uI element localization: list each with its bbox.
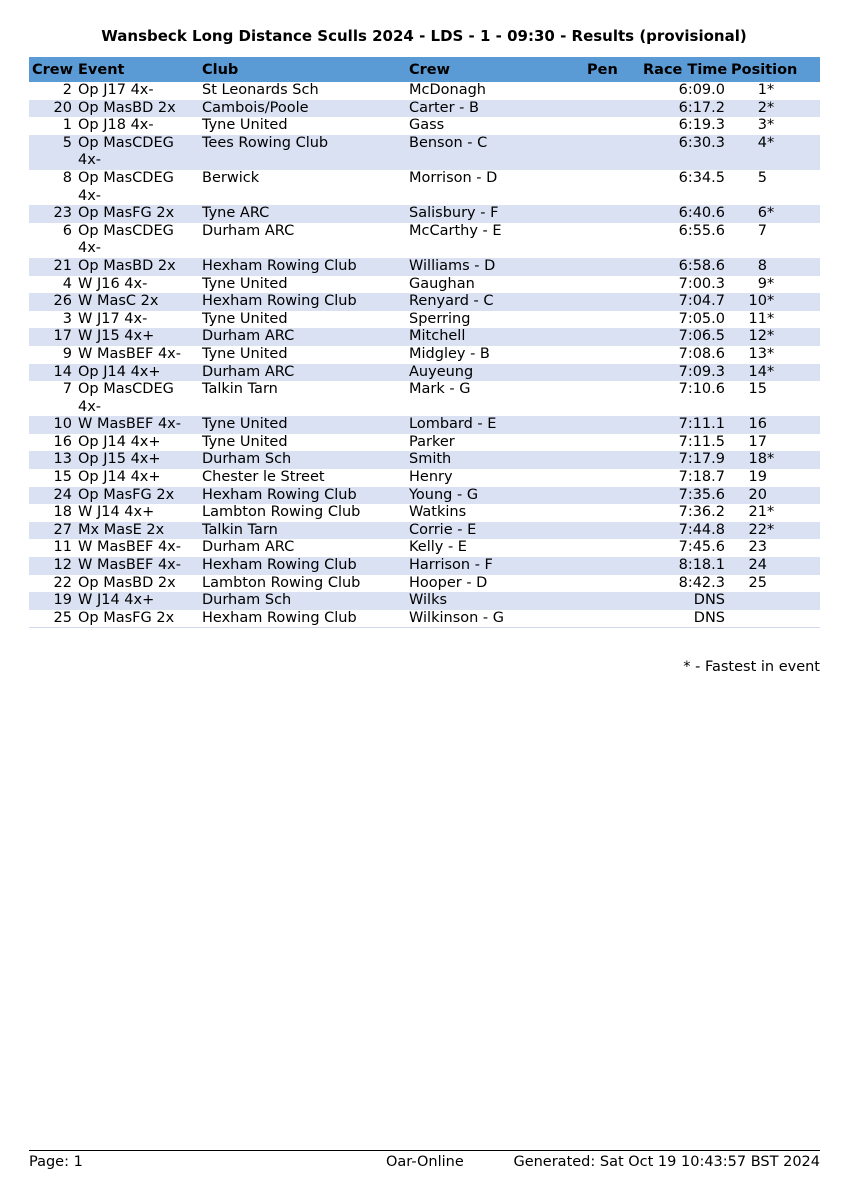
fastest-marker: * (767, 134, 775, 151)
cell-club: Lambton Rowing Club (202, 574, 361, 591)
cell-pen (584, 575, 640, 593)
cell-event: W J14 4x+ (78, 504, 155, 521)
cell-event: Op MasFG 2x (78, 609, 175, 626)
cell-position (728, 223, 820, 258)
cell-position (728, 381, 820, 416)
position-value: 13 (748, 345, 767, 362)
cell-crew-name: Watkins (409, 504, 467, 521)
position-value: 11 (748, 310, 767, 327)
cell-crew-name: Hooper - D (409, 574, 488, 591)
position-value: 24 (748, 557, 767, 574)
fastest-marker: * (767, 275, 775, 292)
cell-event: W MasBEF 4x- (78, 539, 181, 556)
cell-crew-name: Auyeung (409, 363, 474, 380)
cell-event: W J15 4x+ (78, 328, 155, 345)
cell-club: Tyne United (202, 117, 288, 134)
cell-position (728, 487, 820, 505)
cell-crew-number: 8 (62, 169, 72, 186)
cell-club: Durham ARC (202, 222, 295, 239)
cell-race-time: 7:18.7 (678, 469, 725, 486)
cell-position (728, 135, 820, 170)
cell-club: Durham Sch (202, 451, 292, 468)
cell-pen (584, 364, 640, 382)
cell-crew-number: 4 (62, 275, 72, 292)
position-value: 23 (748, 539, 767, 556)
header-race-time: Race Time (643, 61, 728, 78)
fastest-marker: * (767, 504, 775, 521)
cell-race-time: 7:45.6 (678, 539, 725, 556)
fastest-marker: * (767, 363, 775, 380)
cell-crew-name: Sperring (409, 310, 471, 327)
cell-crew-name: Renyard - C (409, 293, 494, 310)
cell-race-time: 6:55.6 (678, 222, 725, 239)
cell-pen (584, 610, 640, 628)
cell-event: Op J14 4x+ (78, 433, 161, 450)
cell-club: Hexham Rowing Club (202, 257, 357, 274)
position-value: 12 (748, 328, 767, 345)
cell-position (728, 205, 820, 223)
cell-race-time: 6:40.6 (678, 205, 725, 222)
results-body (29, 82, 820, 628)
cell-position (728, 434, 820, 452)
cell-position (728, 258, 820, 276)
table-row (29, 451, 820, 469)
cell-position (728, 346, 820, 364)
cell-event: W J17 4x- (78, 310, 148, 327)
fastest-marker: * (767, 117, 775, 134)
cell-club: Tyne United (202, 416, 288, 433)
cell-crew-name: Mark - G (409, 381, 471, 398)
table-row (29, 522, 820, 540)
cell-crew-number: 11 (53, 539, 72, 556)
cell-crew-name: Corrie - E (409, 521, 477, 538)
fastest-marker: * (767, 82, 775, 98)
position-value: 10 (748, 293, 767, 310)
position-value: 22 (748, 521, 767, 538)
cell-position (728, 117, 820, 135)
table-row (29, 487, 820, 505)
cell-crew-name: McDonagh (409, 82, 486, 98)
table-row (29, 100, 820, 118)
cell-crew-number: 7 (62, 381, 72, 398)
cell-pen (584, 416, 640, 434)
cell-club: Tyne United (202, 345, 288, 362)
cell-event: W J16 4x- (78, 275, 148, 292)
header-event: Event (78, 61, 125, 78)
cell-position (728, 504, 820, 522)
cell-pen (584, 539, 640, 557)
cell-position (728, 293, 820, 311)
cell-crew-name: Wilkinson - G (409, 609, 504, 626)
cell-crew-number: 23 (53, 205, 72, 222)
cell-race-time: 7:11.5 (678, 433, 725, 450)
generated-timestamp: Generated: Sat Oct 19 10:43:57 BST 2024 (513, 1154, 820, 1170)
cell-crew-number: 19 (53, 592, 72, 609)
position-value: 4 (757, 134, 767, 151)
cell-race-time: 8:42.3 (678, 574, 725, 591)
cell-pen (584, 522, 640, 540)
cell-position (728, 100, 820, 118)
cell-crew-number: 16 (53, 433, 72, 450)
cell-event: Op MasBD 2x (78, 257, 176, 274)
cell-race-time: 7:36.2 (678, 504, 725, 521)
cell-club: Hexham Rowing Club (202, 486, 357, 503)
page-title: Wansbeck Long Distance Sculls 2024 - LDS - 1 - 09:30 - Results (provisional) (101, 27, 747, 45)
page-number: Page: 1 (29, 1154, 83, 1170)
cell-crew-name: Salisbury - F (409, 205, 499, 222)
footer-divider (29, 1150, 820, 1151)
cell-pen (584, 135, 640, 170)
cell-race-time: 7:11.1 (678, 416, 725, 433)
cell-crew-name: Midgley - B (409, 345, 490, 362)
cell-crew-name: Henry (409, 469, 453, 486)
cell-club: Tyne ARC (202, 205, 270, 222)
cell-club: Berwick (202, 169, 260, 186)
cell-crew-name: Gaughan (409, 275, 475, 292)
cell-event: W J14 4x+ (78, 592, 155, 609)
fastest-marker: * (767, 451, 775, 468)
cell-club: Talkin Tarn (202, 521, 278, 538)
cell-position (728, 364, 820, 382)
fastest-marker: * (767, 521, 775, 538)
cell-crew-name: McCarthy - E (409, 222, 502, 239)
cell-club: Hexham Rowing Club (202, 609, 357, 626)
cell-crew-number: 6 (62, 222, 72, 239)
cell-crew-number: 24 (53, 486, 72, 503)
cell-event: Op J14 4x+ (78, 469, 161, 486)
cell-pen (584, 170, 640, 205)
position-value: 5 (757, 169, 767, 186)
table-row (29, 346, 820, 364)
cell-race-time: 7:35.6 (678, 486, 725, 503)
cell-club: Talkin Tarn (202, 381, 278, 398)
position-value: 8 (757, 257, 767, 274)
table-header-row (29, 57, 820, 82)
table-row (29, 416, 820, 434)
cell-pen (584, 504, 640, 522)
table-row (29, 610, 820, 628)
table-row (29, 557, 820, 575)
cell-event: Op J17 4x- (78, 82, 154, 98)
cell-race-time: 7:10.6 (678, 381, 725, 398)
fastest-marker: * (767, 205, 775, 222)
cell-race-time: 6:19.3 (678, 117, 725, 134)
cell-pen (584, 205, 640, 223)
table-row (29, 539, 820, 557)
cell-crew-number: 20 (53, 99, 72, 116)
cell-pen (584, 117, 640, 135)
cell-position (728, 328, 820, 346)
cell-race-time: 7:06.5 (678, 328, 725, 345)
cell-race-time: 7:00.3 (678, 275, 725, 292)
position-value: 16 (748, 416, 767, 433)
cell-event: Op MasCDEG 4x- (78, 169, 174, 204)
cell-crew-number: 2 (62, 82, 72, 98)
cell-race-time: 7:09.3 (678, 363, 725, 380)
cell-position (728, 451, 820, 469)
cell-crew-number: 14 (53, 363, 72, 380)
position-value: 25 (748, 574, 767, 591)
cell-crew-number: 27 (53, 521, 72, 538)
header-crew-number: Crew (32, 61, 74, 78)
cell-position (728, 575, 820, 593)
position-value: 15 (748, 381, 767, 398)
cell-race-time: 8:18.1 (678, 557, 725, 574)
table-row (29, 311, 820, 329)
cell-crew-name: Young - G (409, 486, 479, 503)
cell-pen (584, 381, 640, 416)
table-row (29, 205, 820, 223)
position-value: 21 (748, 504, 767, 521)
cell-crew-name: Gass (409, 117, 445, 134)
table-row (29, 82, 820, 100)
cell-crew-number: 17 (53, 328, 72, 345)
cell-crew-name: Wilks (409, 592, 448, 609)
cell-event: Op MasCDEG 4x- (78, 222, 174, 257)
cell-pen (584, 258, 640, 276)
cell-club: Lambton Rowing Club (202, 504, 361, 521)
cell-club: St Leonards Sch (202, 82, 319, 98)
table-row (29, 328, 820, 346)
cell-race-time: 6:17.2 (678, 99, 725, 116)
table-row (29, 276, 820, 294)
position-value: 9 (757, 275, 767, 292)
cell-crew-number: 12 (53, 557, 72, 574)
cell-crew-name: Morrison - D (409, 169, 498, 186)
cell-club: Durham ARC (202, 363, 295, 380)
position-value: 20 (748, 486, 767, 503)
cell-crew-name: Carter - B (409, 99, 479, 116)
cell-pen (584, 100, 640, 118)
table-row (29, 135, 820, 170)
table-row (29, 364, 820, 382)
cell-race-time: 6:30.3 (678, 134, 725, 151)
cell-pen (584, 328, 640, 346)
cell-race-time: DNS (693, 609, 725, 626)
cell-event: Op J18 4x- (78, 117, 154, 134)
position-value: 1 (757, 82, 767, 98)
cell-position (728, 592, 820, 610)
results-table (29, 57, 820, 628)
cell-race-time: 7:04.7 (678, 293, 725, 310)
cell-event: Op MasCDEG 4x- (78, 381, 174, 415)
cell-position (728, 416, 820, 434)
cell-club: Tyne United (202, 275, 288, 292)
cell-crew-name: Lombard - E (409, 416, 497, 433)
cell-event: W MasC 2x (78, 293, 159, 310)
cell-race-time: DNS (693, 592, 725, 609)
cell-position (728, 469, 820, 487)
cell-crew-name: Smith (409, 451, 452, 468)
cell-race-time: 7:17.9 (678, 451, 725, 468)
cell-club: Tees Rowing Club (202, 134, 329, 151)
fastest-marker: * (767, 345, 775, 362)
cell-crew-number: 1 (62, 117, 72, 134)
header-crew-name: Crew (409, 61, 451, 78)
table-row (29, 575, 820, 593)
cell-event: W MasBEF 4x- (78, 345, 181, 362)
cell-event: Op J14 4x+ (78, 363, 161, 380)
table-row (29, 258, 820, 276)
cell-crew-number: 10 (53, 416, 72, 433)
cell-event: Op MasBD 2x (78, 574, 176, 591)
cell-position (728, 522, 820, 540)
cell-pen (584, 276, 640, 294)
cell-position (728, 82, 820, 100)
header-club: Club (202, 61, 239, 78)
cell-pen (584, 451, 640, 469)
cell-event: W MasBEF 4x- (78, 557, 181, 574)
cell-club: Chester le Street (202, 469, 325, 486)
cell-race-time: 7:08.6 (678, 345, 725, 362)
cell-race-time: 7:44.8 (678, 521, 725, 538)
cell-pen (584, 223, 640, 258)
position-value: 3 (757, 117, 767, 134)
cell-event: Op MasBD 2x (78, 99, 176, 116)
cell-event: Op MasFG 2x (78, 486, 175, 503)
cell-position (728, 311, 820, 329)
table-row (29, 592, 820, 610)
cell-pen (584, 592, 640, 610)
cell-event: Mx MasE 2x (78, 521, 165, 538)
cell-crew-number: 26 (53, 293, 72, 310)
cell-crew-name: Williams - D (409, 257, 496, 274)
fastest-footnote: * - Fastest in event (683, 659, 820, 675)
cell-event: Op MasFG 2x (78, 205, 175, 222)
cell-crew-number: 22 (53, 574, 72, 591)
cell-pen (584, 293, 640, 311)
cell-event: W MasBEF 4x- (78, 416, 181, 433)
cell-club: Hexham Rowing Club (202, 557, 357, 574)
cell-position (728, 170, 820, 205)
cell-crew-number: 3 (62, 310, 72, 327)
position-value: 18 (748, 451, 767, 468)
cell-crew-number: 5 (62, 134, 72, 151)
position-value: 6 (757, 205, 767, 222)
position-value: 14 (748, 363, 767, 380)
header-pen: Pen (587, 61, 618, 78)
table-row (29, 469, 820, 487)
source-label: Oar-Online (386, 1154, 464, 1170)
cell-crew-name: Mitchell (409, 328, 466, 345)
table-row (29, 381, 820, 416)
cell-pen (584, 346, 640, 364)
cell-crew-name: Harrison - F (409, 557, 493, 574)
cell-club: Hexham Rowing Club (202, 293, 357, 310)
cell-pen (584, 434, 640, 452)
cell-crew-name: Benson - C (409, 134, 488, 151)
cell-crew-number: 9 (62, 345, 72, 362)
fastest-marker: * (767, 310, 775, 327)
cell-crew-number: 18 (53, 504, 72, 521)
table-row (29, 293, 820, 311)
table-row (29, 223, 820, 258)
cell-crew-number: 15 (53, 469, 72, 486)
cell-crew-number: 25 (53, 609, 72, 626)
cell-race-time: 6:58.6 (678, 257, 725, 274)
cell-club: Cambois/Poole (202, 99, 309, 116)
cell-pen (584, 557, 640, 575)
position-value: 19 (748, 469, 767, 486)
position-value: 2 (757, 99, 767, 116)
cell-position (728, 610, 820, 628)
cell-pen (584, 469, 640, 487)
cell-event: Op J15 4x+ (78, 451, 161, 468)
table-row (29, 434, 820, 452)
cell-club: Durham ARC (202, 328, 295, 345)
fastest-marker: * (767, 328, 775, 345)
cell-race-time: 6:09.0 (678, 82, 725, 98)
cell-race-time: 6:34.5 (678, 169, 725, 186)
cell-position (728, 557, 820, 575)
header-position: Position (731, 61, 798, 78)
cell-club: Tyne United (202, 310, 288, 327)
table-row (29, 504, 820, 522)
position-value: 7 (757, 222, 767, 239)
position-value: 17 (748, 433, 767, 450)
table-row (29, 117, 820, 135)
cell-position (728, 276, 820, 294)
cell-club: Durham ARC (202, 539, 295, 556)
cell-position (728, 539, 820, 557)
cell-event: Op MasCDEG 4x- (78, 134, 174, 169)
cell-pen (584, 311, 640, 329)
cell-crew-name: Kelly - E (409, 539, 467, 556)
fastest-marker: * (767, 99, 775, 116)
cell-crew-name: Parker (409, 433, 455, 450)
cell-pen (584, 487, 640, 505)
cell-crew-number: 13 (53, 451, 72, 468)
table-row (29, 170, 820, 205)
cell-race-time: 7:05.0 (678, 310, 725, 327)
fastest-marker: * (767, 293, 775, 310)
cell-club: Tyne United (202, 433, 288, 450)
cell-crew-number: 21 (53, 257, 72, 274)
cell-club: Durham Sch (202, 592, 292, 609)
cell-pen (584, 82, 640, 100)
